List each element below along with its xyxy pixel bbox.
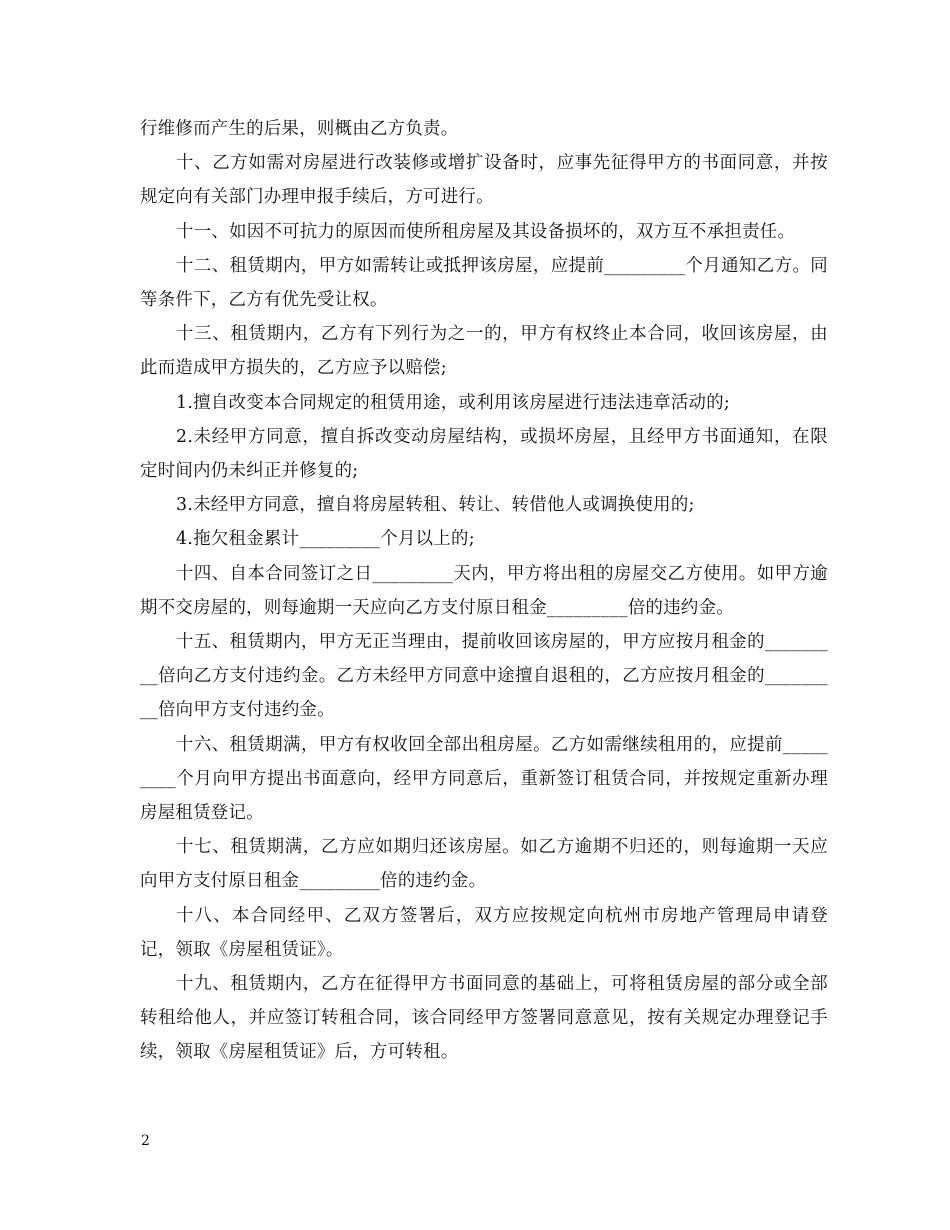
contract-sub-item-3: 3.未经甲方同意，擅自将房屋转租、转让、转借他人或调换使用的; (176, 495, 695, 516)
contract-clause-10: 十、乙方如需对房屋进行改装修或增扩设备时，应事先征得甲方的书面同意，并按规定向有关部门办理申报手续后，方可进行。 (140, 153, 828, 208)
contract-clause-13: 十三、租赁期内，乙方有下列行为之一的，甲方有权终止本合同，收回该房屋，由此而造成甲方损失的，乙方应予以赔偿; (140, 324, 828, 379)
contract-clause-17: 十七、租赁期满，乙方应如期归还该房屋。如乙方逾期不归还的，则每逾期一天应向甲方支付原日租金_________倍的违约金。 (140, 837, 828, 892)
contract-clause-19: 十九、租赁期内，乙方在征得甲方书面同意的基础上，可将租赁房屋的部分或全部转租给他人，并应签订转租合同，该合同经甲方签署同意意见，按有关规定办理登记手续，领取《房屋租赁证》后，方可转租。 (140, 974, 828, 1063)
contract-sub-item-1: 1.擅自改变本合同规定的租赁用途，或利用该房屋进行违法违章活动的; (176, 392, 731, 413)
contract-paragraph: 行维修而产生的后果，则概由乙方负责。 (140, 119, 459, 139)
contract-clause-15: 十五、租赁期内，甲方无正当理由，提前收回该房屋的，甲方应按月租金的_________倍向乙方支付违约金。乙方未经甲方同意中途擅自退租的，乙方应按月租金的_________倍向甲方支付违约金。 (140, 632, 828, 721)
contract-clause-14: 十四、自本合同签订之日_________天内，甲方将出租的房屋交乙方使用。如甲方逾期不交房屋的，则每逾期一天应向乙方支付原日租金_________倍的违约金。 (140, 563, 828, 618)
contract-clause-16: 十六、租赁期满，甲方有权收回全部出租房屋。乙方如需继续租用的，应提前_________个月向甲方提出书面意向，经甲方同意后，重新签订租赁合同，并按规定重新办理房屋租赁登记。 (140, 734, 828, 824)
page-number: 2 (141, 1133, 150, 1149)
contract-clause-18: 十八、本合同经甲、乙双方签署后，双方应按规定向杭州市房地产管理局申请登记，领取《房屋租赁证》。 (140, 905, 828, 960)
contract-clause-12: 十二、租赁期内，甲方如需转让或抵押该房屋，应提前_________个月通知乙方。同等条件下，乙方有优先受让权。 (140, 255, 828, 311)
contract-sub-item-2: 2.未经甲方同意，擅自拆改变动房屋结构，或损坏房屋，且经甲方书面通知，在限定时间内仍未纠正并修复的; (140, 426, 828, 482)
contract-sub-item-4: 4.拖欠租金累计_________个月以上的; (176, 529, 475, 550)
contract-clause-11: 十一、如因不可抗力的原因而使所租房屋及其设备损坏的，双方互不承担责任。 (176, 221, 796, 242)
contract-body (140, 112, 828, 1070)
